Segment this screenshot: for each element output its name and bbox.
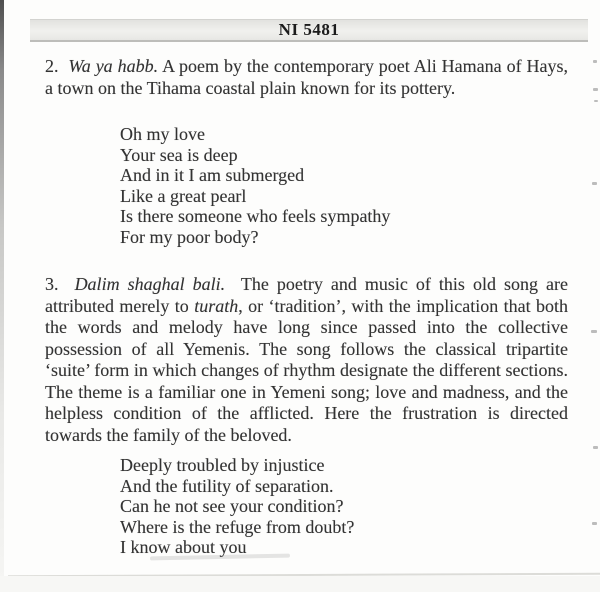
italic-run: Dalim shaghal bali. [74, 274, 226, 294]
catalog-number: NI 5481 [278, 20, 340, 39]
text-run: 2. [45, 56, 69, 76]
page-left-edge-shadow [0, 0, 4, 592]
track-note-3 [45, 274, 568, 446]
poem-line: I know about you [120, 537, 247, 557]
poem-line: And the futility of separation. [120, 475, 334, 496]
text-run: , or ‘tradition’, with the implication that both the words and melody have long since passed into the collective possession of all Yemenis. The song follows the classical tripartite ‘suite’ form in which changes of rhythm designate the different sections. The theme is a familiar one in Yemeni song; love and madness, and the helpless condition of the afflicted. Here the frustration is directed towards the family of the beloved. [45, 295, 569, 445]
scan-background-below-page [0, 576, 600, 592]
text-run: The poetry and music of this old song are attributed merely to [45, 274, 569, 316]
poem-line: Your sea is deep [120, 144, 238, 165]
scan-edge-artifact [591, 330, 597, 333]
scan-edge-artifact [594, 100, 598, 102]
scan-edge-artifact [593, 88, 598, 91]
poem-line: Like a great pearl [120, 185, 247, 206]
poem-line: And in it I am submerged [120, 165, 305, 185]
text-run: 3. [45, 274, 75, 294]
page-content [45, 55, 568, 558]
scan-edge-artifact [592, 522, 597, 525]
scan-edge-artifact [593, 446, 598, 449]
poem-line: Where is the refuge from doubt? [120, 516, 355, 537]
header-band [30, 19, 588, 42]
poem-dalim-shaghal-bali [120, 455, 568, 558]
scan-edge-artifact [592, 182, 597, 185]
poem-wa-ya-habb [120, 124, 568, 247]
poem-line: Is there someone who feels sympathy [120, 206, 391, 226]
track-note-2 [45, 55, 568, 99]
poem-line: For my poor body? [120, 226, 259, 247]
text-run: A poem by the contemporary poet Ali Hamana of Hays, a town on the Tihama coastal plain known for its pottery. [45, 56, 569, 98]
poem-line: Can he not see your condition? [120, 496, 344, 516]
poem-line: Oh my love [120, 124, 205, 144]
scan-edge-artifact [593, 60, 597, 63]
italic-run: turath [194, 295, 239, 316]
poem-line: Deeply troubled by injustice [120, 455, 325, 475]
italic-run: Wa ya habb. [68, 56, 159, 76]
